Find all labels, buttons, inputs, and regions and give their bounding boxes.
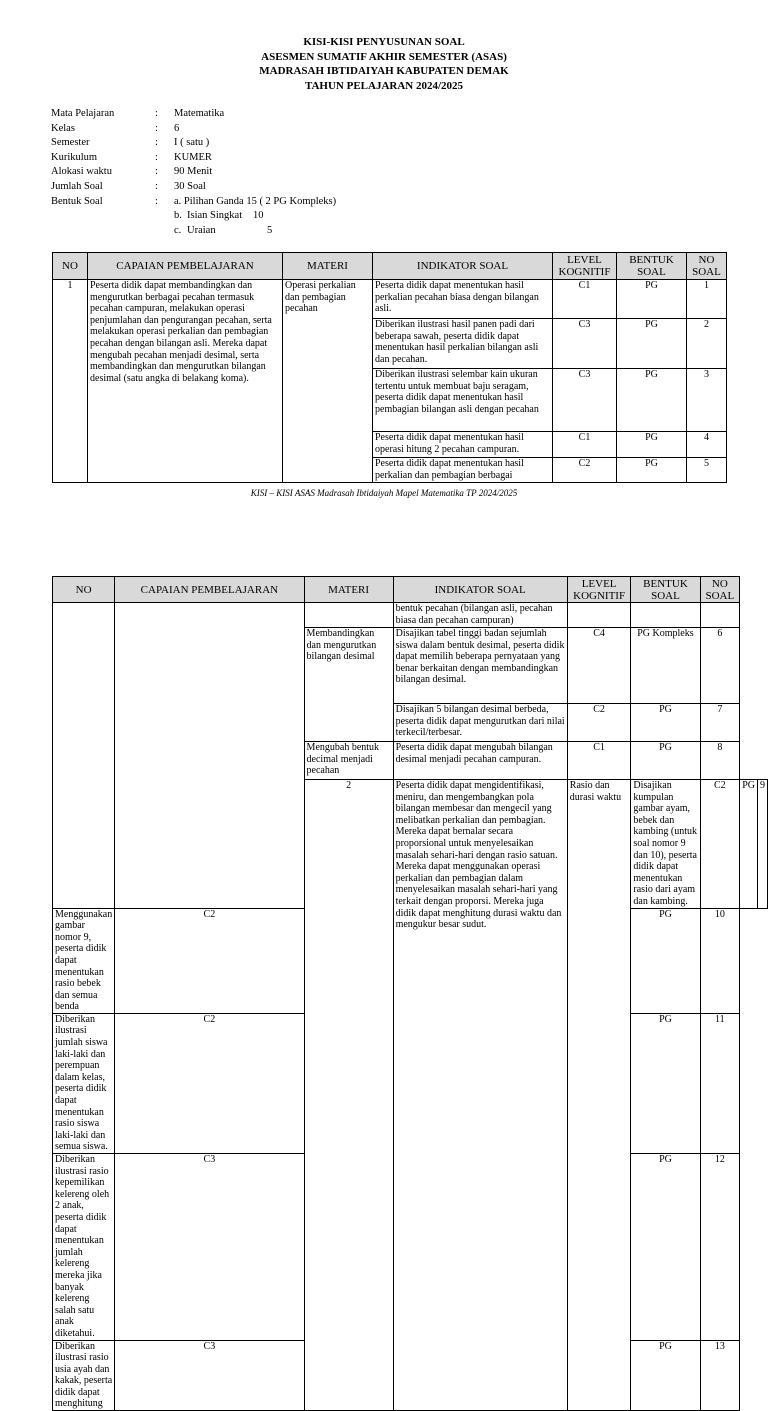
col-no: NO — [53, 253, 88, 280]
nosoal-cell: 4 — [687, 432, 727, 458]
col-indikator: INDIKATOR SOAL — [373, 253, 553, 280]
nosoal-cell: 2 — [687, 319, 727, 369]
nosoal-cell: 3 — [687, 369, 727, 432]
capaian-cell — [115, 603, 304, 909]
meta-row — [51, 122, 336, 137]
level-cell: C1 — [567, 742, 631, 780]
meta-row — [51, 180, 336, 195]
indikator-cell: Diberikan ilustrasi jumlah siswa laki-laki dan perempuan dalam kelas, peserta didik dapat menentukan rasio siswa laki-laki dan semua siswa. — [53, 1013, 115, 1153]
bentuk-cell: PG — [631, 742, 700, 780]
indikator-cell: Disajikan 5 bilangan desimal berbeda, peserta didik dapat mengurutkan dari nilai terkecil/terbesar. — [393, 704, 567, 742]
bentuk-soal-options — [174, 209, 336, 238]
meta-colon: : — [155, 122, 158, 134]
title-line-2: ASESMEN SUMATIF AKHIR SEMESTER (ASAS) — [261, 50, 507, 63]
nosoal-cell: 9 — [758, 780, 768, 909]
page-footer: KISI – KISI ASAS Madrasah Ibtidaiyah Mapel Matematika TP 2024/2025 — [250, 488, 518, 498]
row-number: 2 — [304, 780, 393, 1411]
row-number: 1 — [53, 280, 88, 483]
document-title — [0, 35, 768, 93]
materi-cell: Operasi perkalian dan pembagian pecahan — [283, 280, 373, 483]
materi-cell: Membandingkan dan mengurutkan bilangan desimal — [304, 628, 393, 742]
indikator-cell: Diberikan ilustrasi hasil panen padi dari beberapa sawah, peserta didik dapat menentukan hasil perkalian bilangan asli dan pecahan. — [373, 319, 553, 369]
level-cell: C2 — [115, 1013, 304, 1153]
indikator-cell: Diberikan ilustrasi rasio usia ayah dan kakak, peserta didik dapat menghitung — [53, 1340, 115, 1411]
col-nosoal: NO SOAL — [687, 253, 727, 280]
title-line-1: KISI-KISI PENYUSUNAN SOAL — [303, 36, 465, 48]
meta-row — [51, 165, 336, 180]
kisi-kisi-table-page-1 — [52, 252, 727, 483]
title-line-3: MADRASAH IBTIDAIYAH KABUPATEN DEMAK — [259, 65, 509, 77]
bentuk-option: c. Uraian 5 — [174, 224, 273, 236]
meta-label: Bentuk Soal — [51, 195, 103, 207]
bentuk-cell: PG — [617, 369, 687, 432]
table-header-row — [53, 253, 727, 280]
col-materi: MATERI — [283, 253, 373, 280]
meta-value: Matematika — [174, 108, 225, 119]
meta-row — [51, 136, 336, 151]
indikator-cell: Peserta didik dapat mengubah bilangan desimal menjadi pecahan campuran. — [393, 742, 567, 780]
level-cell: C1 — [553, 432, 617, 458]
level-cell: C4 — [567, 628, 631, 704]
bentuk-cell: PG — [617, 432, 687, 458]
col-indikator: INDIKATOR SOAL — [393, 577, 567, 603]
capaian-cell: Peserta didik dapat membandingkan dan mengurutkan berbagai pecahan termasuk pecahan campuran, melakukan operasi penjumlahan dan pengurangan pecahan, serta melakukan operasi perkalian dan pembagian pecahan dengan bilangan asli. Mereka dapat mengubah pecahan menjadi desimal, serta membandingkan dan mengurutkan bilangan desimal (satu angka di belakang koma). — [88, 280, 283, 483]
bentuk-cell: PG — [631, 908, 700, 1013]
materi-cell: Rasio dan durasi waktu — [567, 780, 631, 1411]
col-capaian: CAPAIAN PEMBELAJARAN — [88, 253, 283, 280]
col-nosoal: NO SOAL — [700, 577, 740, 603]
table-row — [53, 603, 768, 628]
level-cell: C3 — [115, 1154, 304, 1341]
level-cell: C3 — [553, 369, 617, 432]
bentuk-cell: PG Kompleks — [631, 628, 700, 704]
level-cell: C3 — [115, 1340, 304, 1411]
row-number — [53, 603, 115, 909]
indikator-cell: Diberikan ilustrasi rasio kepemilikan kelereng oleh 2 anak, peserta didik dapat menentukan jumlah kelereng mereka jika banyak kelereng salah satu anak diketahui. — [53, 1154, 115, 1341]
capaian-cell: Peserta didik dapat mengidentifikasi, meniru, dan mengembangkan pola bilangan membesar dan mengecil yang melibatkan perkalian dan pembagian. Mereka dapat bernalar secara proporsional untuk menyelesaikan masalah sehari-hari dengan rasio satuan. Mereka dapat menggunakan operasi perkalian dan pembagian dalam menyelesaikan masalah sehari-hari yang terkait dengan proporsi. Mereka juga didik dapat menghitung durasi waktu dan mengukur besar sudut. — [393, 780, 567, 1411]
bentuk-cell: PG — [631, 704, 700, 742]
nosoal-cell — [700, 603, 740, 628]
bentuk-cell: PG — [740, 780, 758, 909]
col-capaian: CAPAIAN PEMBELAJARAN — [115, 577, 304, 603]
nosoal-cell: 8 — [700, 742, 740, 780]
col-bentuk: BENTUK SOAL — [617, 253, 687, 280]
meta-row — [51, 195, 336, 210]
indikator-cell: Disajikan tabel tinggi badan sejumlah siswa dalam bentuk desimal, peserta didik dapat memilih beberapa pernyataan yang benar berkaitan dengan membandingkan bilangan desimal. — [393, 628, 567, 704]
col-level: LEVEL KOGNITIF — [553, 253, 617, 280]
bentuk-cell: PG — [617, 458, 687, 483]
level-cell: C2 — [700, 780, 740, 909]
level-cell: C2 — [567, 704, 631, 742]
level-cell: C2 — [115, 908, 304, 1013]
nosoal-cell: 5 — [687, 458, 727, 483]
bentuk-cell: PG — [631, 1154, 700, 1341]
indikator-cell: Diberikan ilustrasi selembar kain ukuran tertentu untuk membuat baju seragam, peserta didik dapat menentukan hasil pembagian bilangan asli dengan pecahan — [373, 369, 553, 432]
indikator-cell: Disajikan kumpulan gambar ayam, bebek dan kambing (untuk soal nomor 9 dan 10), peserta didik dapat menentukan rasio dari ayam dan kambing. — [631, 780, 700, 909]
meta-info — [51, 107, 336, 238]
bentuk-cell — [631, 603, 700, 628]
bentuk-option: b. Isian Singkat 10 — [174, 210, 264, 222]
meta-value: 6 — [174, 122, 180, 134]
col-level: LEVEL KOGNITIF — [567, 577, 631, 603]
meta-label: Alokasi waktu — [51, 166, 112, 178]
meta-value: I ( satu ) — [174, 137, 210, 149]
meta-row — [51, 107, 336, 122]
indikator-cell: Menggunakan gambar nomor 9, peserta didik dapat menentukan rasio bebek dan semua benda — [53, 908, 115, 1013]
level-cell: C2 — [553, 458, 617, 483]
nosoal-cell: 6 — [700, 628, 740, 704]
meta-colon: : — [155, 137, 158, 149]
bentuk-cell: PG — [631, 1340, 700, 1411]
col-materi: MATERI — [304, 577, 393, 603]
meta-colon: : — [155, 151, 158, 163]
meta-colon: : — [155, 166, 158, 178]
table-header-row — [53, 577, 768, 603]
col-bentuk: BENTUK SOAL — [631, 577, 700, 603]
nosoal-cell: 11 — [700, 1013, 740, 1153]
nosoal-cell: 13 — [700, 1340, 740, 1411]
title-line-4: TAHUN PELAJARAN 2024/2025 — [304, 79, 464, 92]
nosoal-cell: 10 — [700, 908, 740, 1013]
indikator-cell: bentuk pecahan (bilangan asli, pecahan biasa dan pecahan campuran) — [393, 603, 567, 628]
meta-label: Mata Pelajaran — [51, 108, 115, 119]
materi-cell: Mengubah bentuk decimal menjadi pecahan — [304, 742, 393, 780]
bentuk-cell: PG — [631, 1013, 700, 1153]
meta-colon: : — [155, 180, 158, 192]
indikator-cell: Peserta didik dapat menentukan hasil operasi hitung 2 pecahan campuran. — [373, 432, 553, 458]
nosoal-cell: 7 — [700, 704, 740, 742]
meta-label: Kelas — [51, 122, 75, 134]
meta-value: 30 Soal — [174, 180, 206, 192]
meta-row — [51, 151, 336, 166]
table-row — [53, 280, 727, 319]
meta-value: KUMER — [174, 151, 212, 163]
bentuk-cell: PG — [617, 319, 687, 369]
bentuk-cell: PG — [617, 280, 687, 319]
meta-colon: : — [155, 108, 158, 119]
kisi-kisi-table-page-2 — [52, 576, 768, 1411]
indikator-cell: Peserta didik dapat menentukan hasil perkalian dan pembagian berbagai — [373, 458, 553, 483]
materi-cell — [304, 603, 393, 628]
level-cell: C3 — [553, 319, 617, 369]
meta-colon: : — [155, 195, 158, 207]
meta-value: a. Pilihan Ganda 15 ( 2 PG Kompleks) — [174, 195, 337, 207]
meta-label: Jumlah Soal — [51, 180, 103, 192]
col-no: NO — [53, 577, 115, 603]
level-cell: C1 — [553, 280, 617, 319]
meta-value: 90 Menit — [174, 166, 213, 178]
indikator-cell: Peserta didik dapat menentukan hasil perkalian pecahan biasa dengan bilangan asli. — [373, 280, 553, 319]
meta-label: Kurikulum — [51, 151, 98, 163]
nosoal-cell: 1 — [687, 280, 727, 319]
level-cell — [567, 603, 631, 628]
nosoal-cell: 12 — [700, 1154, 740, 1341]
meta-label: Semester — [51, 137, 90, 149]
